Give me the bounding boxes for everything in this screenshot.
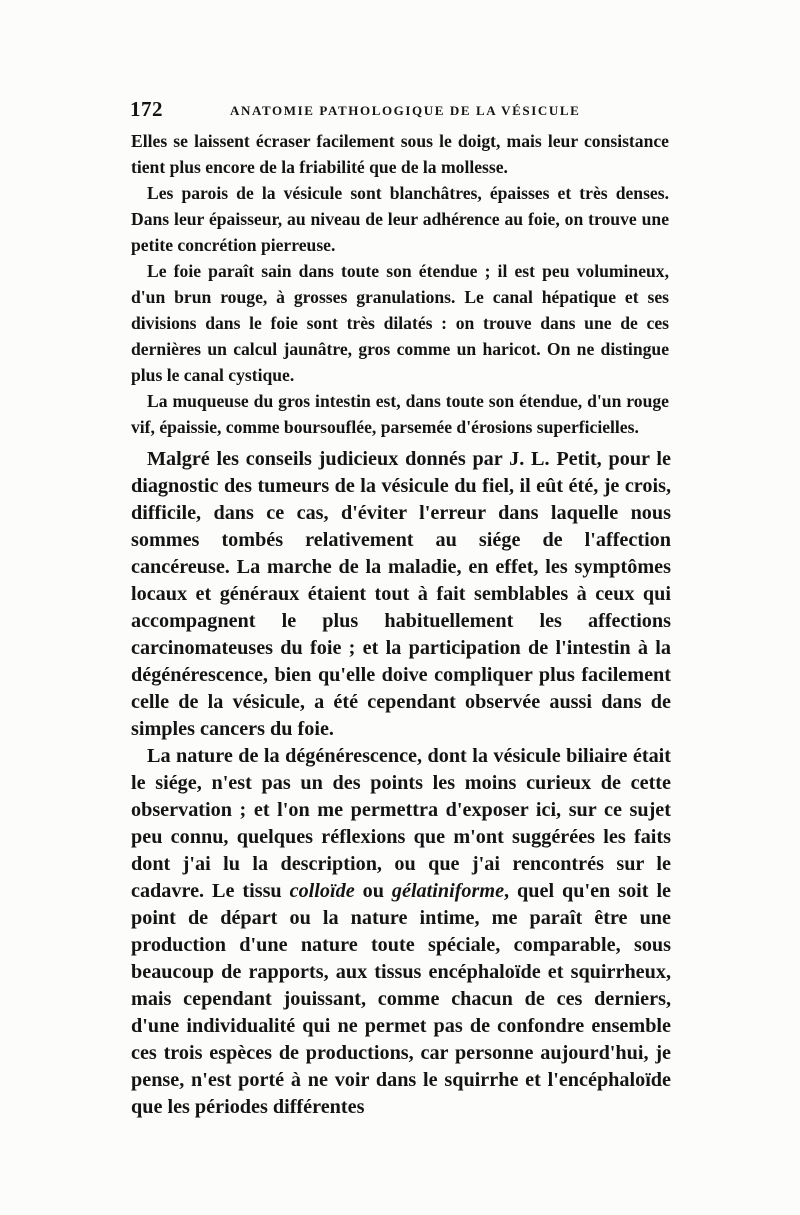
observation-paragraph-1: Elles se laissent écraser facilement sous le doigt, mais leur consistance tient plus encore de la friabilité que de la mollesse. bbox=[131, 131, 669, 177]
commentary-text bbox=[131, 446, 671, 1121]
term-gelatiniforme: gélatiniforme bbox=[391, 880, 505, 902]
commentary-paragraph-1: Malgré les conseils judicieux donnés par J. L. Petit, pour le diagnostic des tumeurs de la vésicule du fiel, il eût été, je crois, difficile, dans ce cas, d'éviter l'erreur dans laquelle nous sommes tombés relativement au siége de l'affection cancéreuse. La marche de la maladie, en effet, les symptômes locaux et généraux étaient tout à fait semblables à ceux qui accompagnent le plus habituellement les affections carcinomateuses du foie ; et la participation de l'intestin à la dégénérescence, bien qu'elle doive compliquer plus facilement celle de la vésicule, a été cependant observée aussi dans de simples cancers du foie. bbox=[131, 448, 671, 740]
commentary-paragraph-2-end: , quel qu'en soit le point de départ ou la nature intime, me paraît être une production d'une nature toute spéciale, comparable, sous beaucoup de rapports, aux tissus encéphaloïde et squirrheux, mais cependant jouissant, comme chacun de ces derniers, d'une individualité qui ne permet pas de confondre ensemble ces trois espèces de productions, car personne aujourd'hui, je pense, n'est porté à ne voir dans le squirrhe et l'encéphaloïde que les périodes différentes bbox=[131, 880, 672, 1118]
page-header bbox=[130, 97, 670, 125]
observation-paragraph-3: Le foie paraît sain dans toute son étendue ; il est peu volumineux, d'un brun rouge, à grosses granulations. Le canal hépatique et ses divisions dans le foie sont très dilatés : on trouve dans une de ces dernières un calcul jaunâtre, gros comme un haricot. On ne distingue plus le canal cystique. bbox=[131, 261, 669, 385]
page-number: 172 bbox=[130, 97, 163, 121]
running-title: ANATOMIE PATHOLOGIQUE DE LA VÉSICULE bbox=[230, 103, 581, 118]
commentary-paragraph-2 bbox=[131, 743, 671, 1121]
commentary-paragraph-2-start: La nature de la dégénérescence, dont la vésicule biliaire était le siége, n'est pas un des points les moins curieux de cette observation ; et l'on me permettra d'exposer ici, sur ce sujet peu connu, quelques réflexions que m'ont suggérées les faits dont j'ai lu la description, ou que j'ai rencontrés sur le cadavre. Le tissu bbox=[131, 745, 671, 902]
observation-paragraph-2: Les parois de la vésicule sont blanchâtres, épaisses et très denses. Dans leur épaisseur, au niveau de leur adhérence au foie, on trouve une petite concrétion pierreuse. bbox=[131, 183, 669, 255]
connector-ou: ou bbox=[362, 880, 384, 902]
observation-text bbox=[131, 128, 669, 440]
term-colloide: colloïde bbox=[289, 880, 355, 902]
observation-paragraph-4: La muqueuse du gros intestin est, dans toute son étendue, d'un rouge vif, épaissie, comme boursouflée, parsemée d'érosions superficielles. bbox=[131, 391, 669, 437]
